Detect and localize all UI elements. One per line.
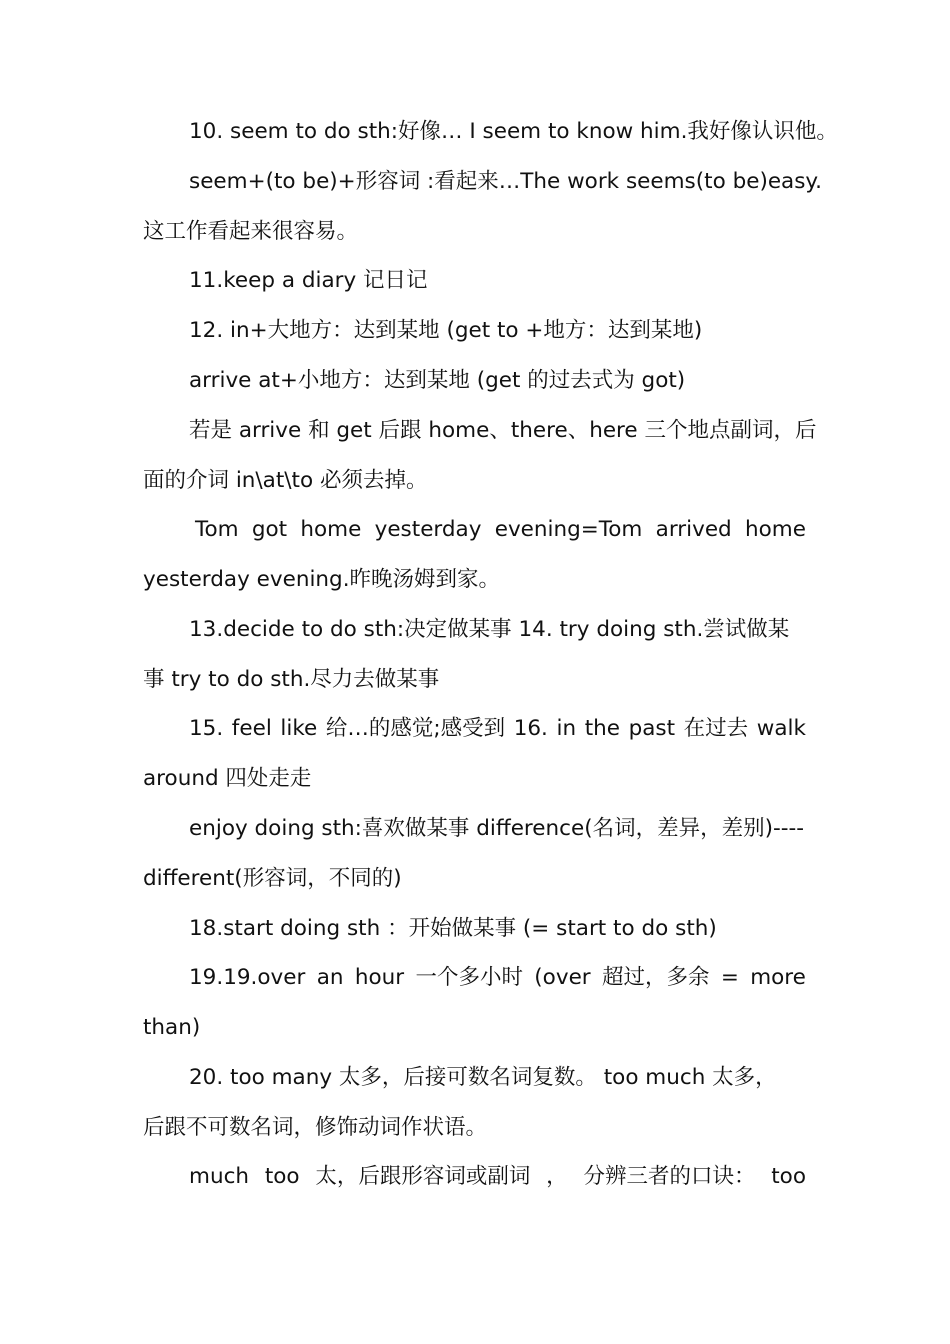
word: 一个多小时 [415,965,523,990]
word: Tom [195,517,239,542]
word: walk [756,716,806,741]
word: 在过去 [683,716,749,741]
word: = [720,965,739,990]
word: in [556,716,577,741]
justified-line [189,1162,806,1192]
text-line: 面的介词 in\at\to 必须去掉。 [143,468,428,493]
justified-line [195,515,806,545]
word: hour [354,965,405,990]
text-line: yesterday evening.昨晚汤姆到家。 [143,567,501,592]
word: 给…的感觉;感受到 [325,716,506,741]
word: evening=Tom [494,517,643,542]
word: the [584,716,620,741]
word: 19.19.over [189,965,306,990]
word: yesterday [374,517,482,542]
word: home [300,517,362,542]
word: ， [546,1164,568,1189]
word: much [189,1164,250,1189]
word: too [264,1164,300,1189]
text-line: 10. seem to do sth:好像… I seem to know him.我好像认识他。 [189,119,838,144]
word: 超过，多余 [601,965,710,990]
text-line: than) [143,1015,201,1040]
justified-line [189,963,806,993]
text-line: different(形容词，不同的) [143,866,402,891]
word: (over [534,965,591,990]
word: arrived [655,517,732,542]
text-line: 18.start doing sth ：开始做某事 (= start to do sth) [189,916,717,941]
text-line: 12. in+大地方：达到某地 (get to +地方：达到某地) [189,318,703,343]
text-line: 13.decide to do sth:决定做某事 14. try doing sth.尝试做某 [189,617,790,642]
text-line: 这工作看起来很容易。 [143,219,359,244]
text-line: around 四处走走 [143,766,312,791]
text-line: enjoy doing sth:喜欢做某事 difference(名词，差异，差别)---- [189,816,804,841]
word: feel [231,716,272,741]
word: more [750,965,806,990]
word: home [745,517,806,542]
justified-line [189,714,806,744]
word: 16. [513,716,548,741]
word: 太，后跟形容词或副词 [315,1164,531,1189]
text-line: seem+(to be)+形容词 :看起来…The work seems(to be)easy. [189,169,822,194]
word: like [280,716,318,741]
text-line: arrive at+小地方：达到某地 (get 的过去式为 got) [189,368,686,393]
word: 分辨三者的口诀： [583,1164,756,1189]
text-line: 20. too many 太多，后接可数名词复数。 too much 太多， [189,1065,777,1090]
text-line: 若是 arrive 和 get 后跟 home、there、here 三个地点副词，后 [189,418,817,443]
text-line: 事 try to do sth.尽力去做某事 [143,667,440,692]
word: 15. [189,716,224,741]
word: too [771,1164,806,1189]
word: an [316,965,344,990]
text-line: 11.keep a diary 记日记 [189,268,428,293]
word: past [628,716,676,741]
word: got [251,517,288,542]
text-line: 后跟不可数名词，修饰动词作状语。 [143,1115,488,1140]
